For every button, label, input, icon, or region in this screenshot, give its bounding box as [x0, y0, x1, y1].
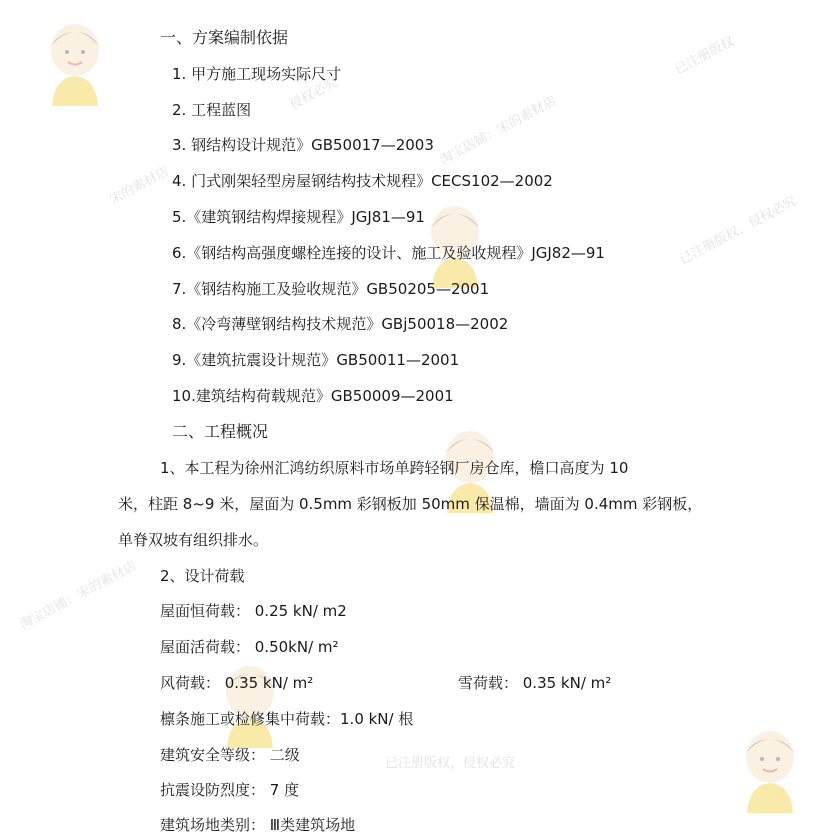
basis-item: 10.建筑结构荷载规范》GB50009—2001	[172, 387, 454, 405]
basis-item: 2. 工程蓝图	[172, 101, 252, 119]
basis-item: 7.《钢结构施工及验收规范》GB50205—2001	[172, 280, 490, 298]
site-category: 建筑场地类别： Ⅲ类建筑场地	[160, 816, 356, 834]
watermark-text: 已注册版权，侵权必究	[385, 756, 516, 771]
overview-paragraph-line: 1、本工程为徐州汇鸿纺织原料市场单跨轻钢厂房仓库，檐口高度为 10	[160, 459, 629, 477]
load-roof-live: 屋面活荷载： 0.50kN/ m²	[160, 638, 339, 656]
basis-item: 9.《建筑抗震设计规范》GB50011—2001	[172, 351, 460, 369]
overview-paragraph-line: 米，柱距 8~9 米，屋面为 0.5mm 彩钢板加 50mm 保温棉，墙面为 0.4mm 彩钢板，	[118, 495, 703, 513]
load-purlin: 檩条施工或检修集中荷载：1.0 kN/ 根	[160, 710, 414, 728]
basis-item: 3. 钢结构设计规范》GB50017—2003	[172, 136, 434, 154]
overview-paragraph-line: 单脊双坡有组织排水。	[118, 531, 269, 549]
section-heading-overview: 二、工程概况	[172, 422, 269, 441]
basis-item: 6.《钢结构高强度螺栓连接的设计、施工及验收规程》JGJ82—91	[172, 244, 605, 262]
seismic-intensity: 抗震设防烈度： 7 度	[160, 781, 300, 799]
basis-item: 4. 门式刚架轻型房屋钢结构技术规程》CECS102—2002	[172, 172, 553, 190]
watermark-text: 淘宝店铺：宋的素材店	[437, 93, 560, 168]
avatar-watermark	[735, 725, 805, 819]
load-wind: 风荷载： 0.35 kN/ m²	[160, 674, 314, 692]
watermark-text: 已注册版权	[672, 34, 737, 78]
load-snow: 雪荷载： 0.35 kN/ m²	[458, 674, 612, 692]
section-heading-loads: 2、设计荷载	[160, 567, 245, 585]
watermark-text: 侵权必究	[287, 75, 341, 113]
watermark-text: 宋的素材店	[107, 164, 172, 208]
basis-item: 1. 甲方施工现场实际尺寸	[172, 65, 342, 83]
basis-item: 5.《建筑钢结构焊接规程》JGJ81—91	[172, 208, 425, 226]
section-heading-basis: 一、方案编制依据	[160, 28, 289, 47]
avatar-watermark	[40, 18, 110, 112]
load-roof-dead: 屋面恒荷载： 0.25 kN/ m2	[160, 602, 347, 620]
safety-grade: 建筑安全等级： 二级	[160, 746, 300, 764]
watermark-text: 淘宝店铺：宋的素材店	[17, 558, 140, 633]
watermark-text: 已注册版权，侵权必究	[677, 193, 800, 268]
basis-item: 8.《冷弯薄壁钢结构技术规范》GBj50018—2002	[172, 315, 509, 333]
